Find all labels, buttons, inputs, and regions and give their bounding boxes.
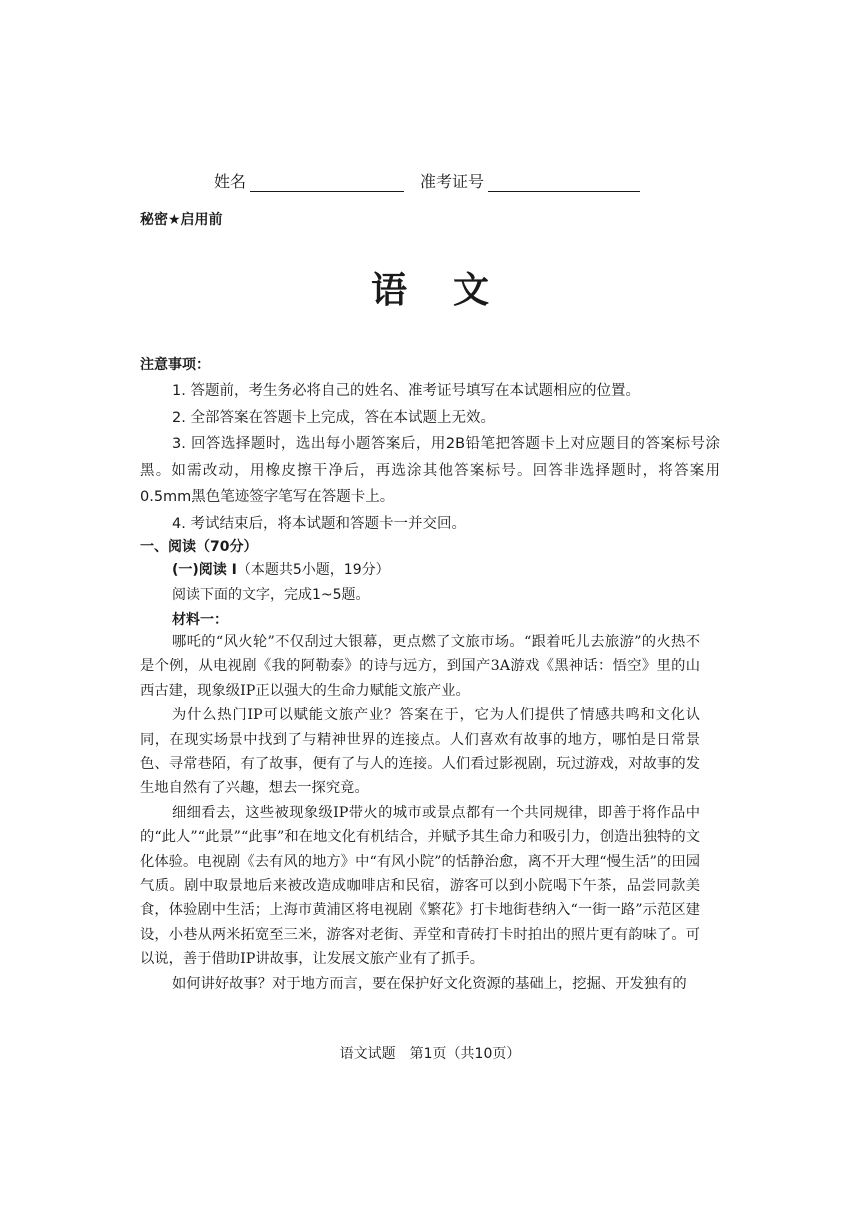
secret-mark: 秘密★启用前 xyxy=(140,212,223,228)
reading-instruction: 阅读下面的文字，完成1~5题。 xyxy=(172,587,370,603)
candidate-info-row xyxy=(214,168,640,192)
exam-id-label: 准考证号 xyxy=(420,172,485,191)
page-title: 语文 xyxy=(370,270,535,311)
sub-heading-label: (一)阅读 Ⅰ xyxy=(172,562,237,578)
sub-heading-detail: （本题共5小题，19分） xyxy=(236,562,390,578)
name-label: 姓名 xyxy=(214,172,247,191)
name-blank xyxy=(250,173,404,192)
sub-heading xyxy=(172,559,390,579)
exam-id-blank xyxy=(488,173,640,192)
paragraph: 细细看去，这些被现象级IP带火的城市或景点都有一个共同规律，即善于将作品中的“此人”“此景”“此事”和在地文化有机结合，并赋予其生命力和吸引力，创造出独特的文化体验。电视剧《去有风的地方》中“有风小院”的恬静治愈，离不开大理“慢生活”的田园气质。剧中取景地后来被改造成咖啡店和民宿，游客可以到小院喝下午茶，品尝同款美食，体验剧中生活；上海市黄浦区将电视剧《繁花》打卡地街巷纳入“一街一路”示范区建设，小巷从两米拓宽至三米，游客对老街、弄堂和青砖打卡时拍出的照片更有韵味了。可以说，善于借助IP讲故事，让发展文旅产业有了抓手。 xyxy=(140,804,700,968)
section-heading: 一、阅读（70分） xyxy=(140,539,258,555)
paragraph: 哪吒的“风火轮”不仅刮过大银幕，更点燃了文旅市场。“跟着吒儿去旅游”的火热不是个例，从电视剧《我的阿勒泰》的诗与远方，到国产3A游戏《黑神话：悟空》里的山西古建，现象级IP正以强大的生命力赋能文旅产业。 xyxy=(140,634,700,699)
note-item: 3. 回答选择题时，选出每小题答案后，用2B铅笔把答题卡上对应题目的答案标号涂黑。如需改动，用橡皮擦干净后，再选涂其他答案标号。回答非选择题时，将答案用0.5mm黑色笔迹签字笔写在答题卡上。 xyxy=(140,436,720,505)
note-item: 1. 答题前，考生务必将自己的姓名、准考证号填写在本试题相应的位置。 xyxy=(172,383,640,399)
paragraph: 如何讲好故事？对于地方而言，要在保护好文化资源的基础上，挖掘、开发独有的 xyxy=(172,975,687,992)
material-text xyxy=(140,630,700,996)
notes-list xyxy=(140,378,720,537)
note-item: 2. 全部答案在答题卡上完成，答在本试题上无效。 xyxy=(172,409,495,426)
material-label: 材料一： xyxy=(172,612,228,628)
paragraph: 为什么热门IP可以赋能文旅产业？答案在于，它为人们提供了情感共鸣和文化认同，在现实场景中找到了与精神世界的连接点。人们喜欢有故事的地方，哪怕是日常景色、寻常巷陌，有了故事，便有了与人的连接。人们看过影视剧，玩过游戏，对故事的发生地自然有了兴趣，想去一探究竟。 xyxy=(140,707,700,797)
page-footer: 语文试题 第1页（共10页） xyxy=(339,1046,521,1062)
note-item: 4. 考试结束后，将本试题和答题卡一并交回。 xyxy=(172,515,466,532)
notes-title: 注意事项： xyxy=(140,357,210,373)
